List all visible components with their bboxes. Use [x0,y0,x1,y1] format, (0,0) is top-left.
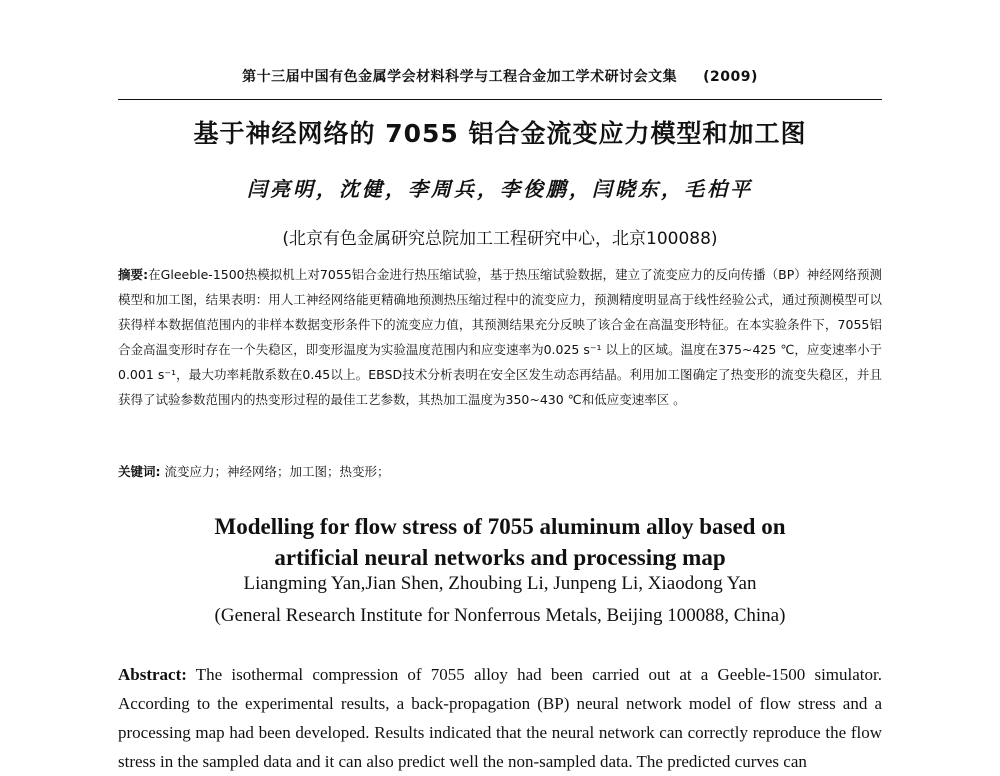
header-rule [118,99,882,100]
running-header [0,66,1000,86]
abstract-chinese-label: 摘要: [118,267,149,282]
title-english-line-1: Modelling for flow stress of 7055 aluminum alloy based on [214,514,786,539]
keywords-chinese [118,462,882,480]
header-year: (2009) [703,69,758,85]
abstract-english [118,660,882,776]
keywords-chinese-label: 关键词: [118,464,161,479]
abstract-english-text: The isothermal compression of 7055 alloy had been carried out at a Geeble-1500 simulator. According to the experimental results, a back-propagation (BP) neural network model of flow stress and a processing map had been developed. Results indicated that the neural network can correctly reproduce the flow stress in the sampled data and it can also predict well the non-sampled data. The predicted curves can [118,665,882,771]
authors-chinese: 闫亮明，沈健，李周兵，李俊鹏，闫晓东，毛柏平 [247,177,753,201]
abstract-chinese-text: 在Gleeble-1500热模拟机上对7055铝合金进行热压缩试验，基于热压缩试验数据，建立了流变应力的反向传播（BP）神经网络预测模型和加工图，结果表明：用人工神经网络能更精确地预测热压缩过程中的流变应力，预测精度明显高于线性经验公式，通过预测模型可以获得样本数据值范围内的非样本数据变形条件下的流变应力值，其预测结果充分反映了该合金在高温变形特征。在本实验条件下，7055铝合金高温变形时存在一个失稳区，即变形温度为实验温度范围内和应变速率为0.025 s⁻¹ 以上的区域。温度在375~425 ℃，应变速率小于0.001 s⁻¹，最大功率耗散系数在0.45以上。EBSD技术分析表明在安全区发生动态再结晶。利用加工图确定了热变形的流变失稳区，并且获得了试验参数范围内的热变形过程的最佳工艺参数，其热加工温度为350~430 ℃和低应变速率区 。 [118,267,883,407]
keywords-chinese-text: 流变应力；神经网络；加工图；热变形； [164,464,390,479]
title-english-line-2: artificial neural networks and processing map [274,545,726,570]
abstract-chinese [118,262,882,412]
affiliation-chinese: (北京有色金属研究总院加工工程研究中心，北京100088) [282,229,718,249]
affiliation-english: (General Research Institute for Nonferrous Metals, Beijing 100088, China) [214,605,786,626]
journal-name: 第十三届中国有色金属学会材料科学与工程合金加工学术研讨会文集 [242,69,678,85]
abstract-english-label: Abstract: [118,665,187,684]
title-chinese: 基于神经网络的 7055 铝合金流变应力模型和加工图 [193,119,807,148]
authors-english: Liangming Yan,Jian Shen, Zhoubing Li, Junpeng Li, Xiaodong Yan [243,573,757,594]
title-english [0,511,1000,573]
